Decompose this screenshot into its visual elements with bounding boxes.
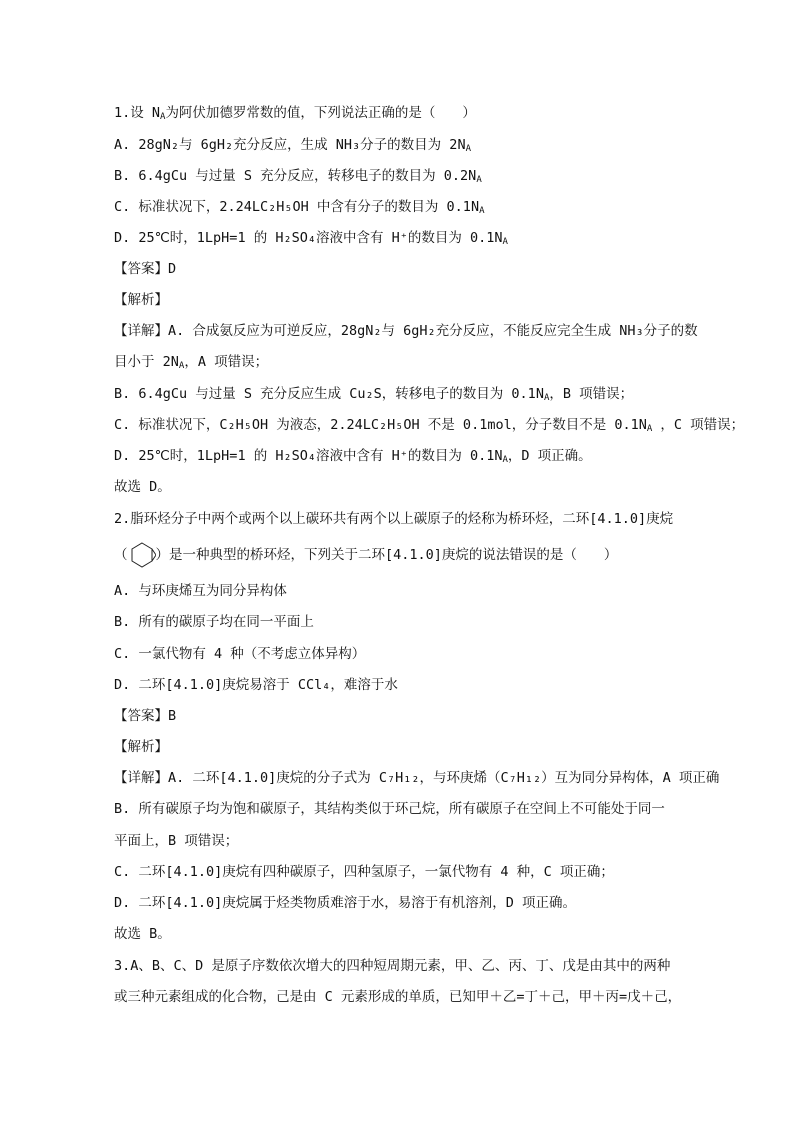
subscript-a: A (476, 175, 482, 185)
subscript-a: A (502, 455, 508, 465)
q2-stem-2 (114, 541, 686, 569)
q1-stem-rest: 为阿伏加德罗常数的值，下列说法正确的是（ ） (165, 105, 476, 121)
q2-option-c: C. 一氯代物有 4 种（不考虑立体异构） (114, 646, 366, 662)
q2-paren-open: （ (114, 547, 128, 563)
q2-conclusion: 故选 B。 (114, 926, 171, 942)
subscript-a: A (543, 393, 550, 403)
q1-option-d: D. 25℃时，1LpH=1 的 H₂SO₄溶液中含有 H⁺的数目为 $0.1N_A$ (114, 230, 508, 247)
q2-option-a: A. 与环庚烯互为同分异构体 (114, 583, 287, 599)
q2-option-d: D. 二环[4.1.0]庚烷易溶于 CCl₄，难溶于水 (114, 677, 398, 693)
subscript-a: A (479, 206, 485, 216)
q2-answer: 【答案】B (114, 708, 177, 724)
subscript-a: A (502, 237, 508, 247)
q1-stem-text: 1.设 N (114, 105, 161, 121)
q1-option-a: A. 28gN₂与 6gH₂充分反应，生成 NH₃分子的数目为 $2N_A$ (114, 137, 471, 154)
q2-stem-2-text: ）是一种典型的桥环烃，下列关于二环[4.1.0]庚烷的说法错误的是（ ） (155, 547, 618, 563)
q1-detail-3: B. 6.4gCu 与过量 S 充分反应生成 Cu₂S，转移电子的数目为 $0.1N_A$，B 项错误； (114, 386, 634, 403)
q2-detail-4: C. 二环[4.1.0]庚烷有四种碳原子，四种氢原子，一氯代物有 4 种，C 项正确； (114, 864, 614, 880)
subscript-a: A (465, 144, 471, 154)
q1-detail-2: 目小于 $2N_A$，A 项错误； (114, 354, 269, 371)
q2-detail-5: D. 二环[4.1.0]庚烷属于烃类物质难溶于水，易溶于有机溶剂，D 项正确。 (114, 895, 577, 911)
q2-option-b: B. 所有的碳原子均在同一平面上 (114, 614, 314, 630)
q1-option-c: C. 标准状况下，2.24LC₂H₅OH 中含有分子的数目为 $0.1N_A$ (114, 199, 485, 216)
bicycloheptane-structure-icon (128, 541, 156, 569)
q1-answer: 【答案】D (114, 261, 177, 277)
q3-stem-1: 3.A、B、C、D 是原子序数依次增大的四种短周期元素，甲、乙、丙、丁、戊是由其中的两种 (114, 958, 671, 974)
q2-detail-3: 平面上，B 项错误； (114, 833, 239, 849)
q1-analysis-heading: 【解析】 (114, 292, 168, 308)
q1-stem (114, 104, 686, 122)
q3-stem-2: 或三种元素组成的化合物，己是由 C 元素形成的单质，已知甲＋乙=丁＋己，甲＋丙=戊＋己， (114, 989, 682, 1005)
subscript-a: A (646, 424, 653, 434)
q1-detail-1: 【详解】A. 合成氨反应为可逆反应，28gN₂与 6gH₂充分反应，不能反应完全生成 NH₃分子的数 (114, 323, 698, 339)
q1-stem-sub: A (160, 112, 166, 122)
q1-conclusion: 故选 D。 (114, 479, 171, 495)
q1-detail-4: C. 标准状况下，C₂H₅OH 为液态，2.24LC₂H₅OH 不是 0.1mol，分子数目不是 $0.1N_A$ ，C 项错误； (114, 417, 745, 434)
q2-detail-2: B. 所有碳原子均为饱和碳原子，其结构类似于环己烷，所有碳原子在空间上不可能处于同一 (114, 801, 665, 817)
subscript-a: A (178, 361, 185, 371)
q2-detail-1: 【详解】A. 二环[4.1.0]庚烷的分子式为 C₇H₁₂，与环庚烯（C₇H₁₂）互为同分异构体，A 项正确 (114, 770, 720, 786)
q2-stem-1: 2.脂环烃分子中两个或两个以上碳环共有两个以上碳原子的烃称为桥环烃，二环[4.1.0]庚烷 (114, 511, 674, 527)
q1-option-b: B. 6.4gCu 与过量 S 充分反应，转移电子的数目为 $0.2N_A$ (114, 168, 482, 185)
q2-analysis-heading: 【解析】 (114, 739, 168, 755)
q1-detail-5: D. 25℃时，1LpH=1 的 H₂SO₄溶液中含有 H⁺的数目为 $0.1N_A$，D 项正确。 (114, 448, 592, 465)
